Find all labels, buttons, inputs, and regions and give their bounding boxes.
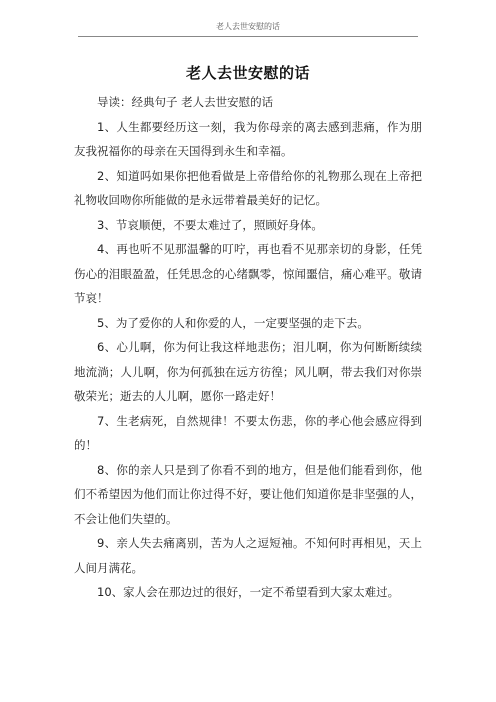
paragraph: 10、家人会在那边过的很好，一定不希望看到大家太难过。 [97, 585, 400, 599]
document-body [74, 90, 422, 605]
paragraph: 8、你的亲人只是到了你看不到的地方，但是他们能看到你，他们不希望因为他们而让你过得不好，要让他们知道你是非坚强的人，不会让他们失望的。 [74, 462, 422, 526]
running-header: 老人去世安慰的话 [216, 22, 280, 31]
paragraph: 5、为了爱你的人和你爱的人，一定要坚强的走下去。 [97, 315, 369, 330]
paragraph: 2、知道吗如果你把他看做是上帝借给你的礼物那么现在上帝把礼物收回吻你所能做的是永远带着最美好的记忆。 [74, 168, 422, 207]
header-divider [78, 36, 418, 37]
paragraph: 4、再也听不见那温馨的叮咛，再也看不见那亲切的身影，任凭伤心的泪眼盈盈，任凭思念的心绪飘零，惊闻噩信，痛心难平。敬请节哀！ [74, 242, 422, 305]
paragraph: 7、生老病死，自然规律！不要太伤悲，你的孝心他会感应得到的！ [74, 413, 422, 452]
paragraph: 6、心儿啊，你为何让我这样地悲伤；泪儿啊，你为何断断续续地流淌；人儿啊，你为何孤独在远方彷徨；风儿啊，带去我们对你崇敬荣光；逝去的人儿啊，愿你一路走好！ [74, 340, 422, 403]
paragraph: 3、节哀顺便，不要太难过了，照顾好身体。 [97, 217, 323, 232]
intro-line: 导读：经典句子 老人去世安慰的话 [97, 95, 274, 109]
paragraph: 9、亲人失去痛离别，苦为人之逗短袖。不知何时再相见，天上人间月满花。 [74, 536, 422, 575]
paragraph: 1、人生都要经历这一刻，我为你母亲的离去感到悲痛，作为朋友我祝福你的母亲在天国得到永生和幸福。 [74, 119, 422, 158]
document-title: 老人去世安慰的话 [185, 64, 310, 82]
